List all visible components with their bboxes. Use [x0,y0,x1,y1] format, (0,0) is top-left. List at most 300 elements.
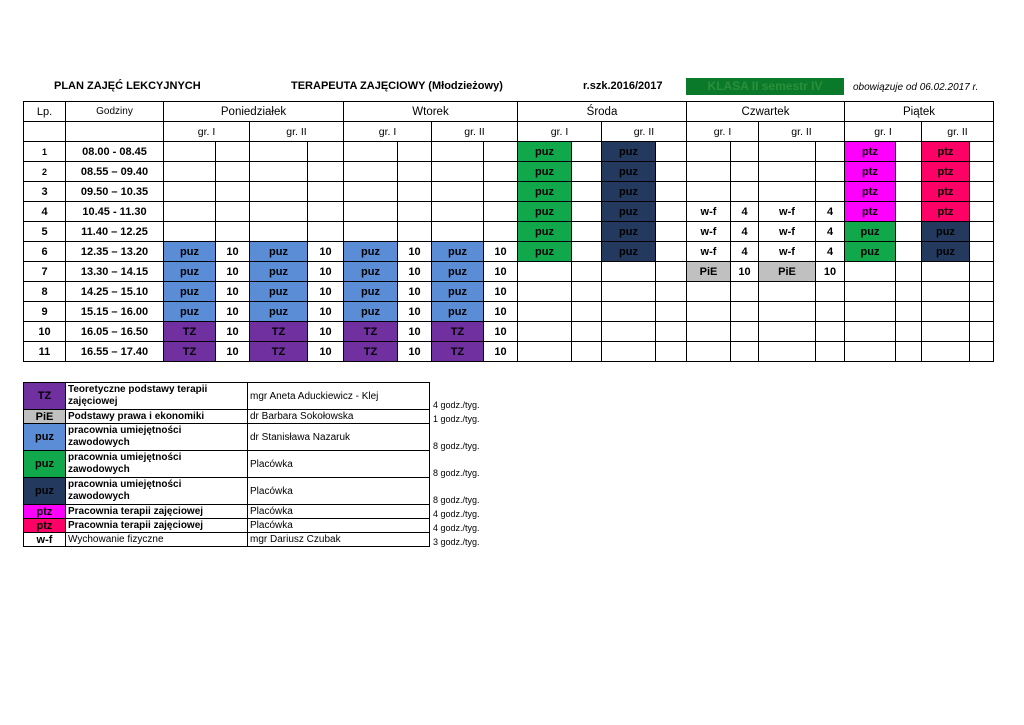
hours-count-cell [398,162,432,182]
hours-count-cell: 10 [484,342,518,362]
lesson-number: 9 [24,302,66,322]
hours-count-cell: 4 [731,222,759,242]
subject-cell [845,322,896,342]
hours-count-cell: 10 [216,282,250,302]
subject-cell: puz [518,162,572,182]
subject-cell [845,282,896,302]
subject-cell: TZ [164,342,216,362]
subject-cell [602,282,656,302]
subject-cell [602,262,656,282]
hours-count-cell: 4 [816,222,845,242]
hours-count-cell: 10 [308,322,344,342]
subject-cell [922,322,970,342]
hours-count-cell [216,182,250,202]
subject-cell: w-f [759,222,816,242]
legend-row [24,505,500,519]
hours-count-cell: 10 [484,282,518,302]
subject-cell [250,222,308,242]
legend-subject: Wychowanie fizyczne [66,533,248,547]
hours-count-cell [656,182,687,202]
hours-count-cell [308,162,344,182]
subject-cell [432,182,484,202]
lesson-time: 14.25 – 15.10 [66,282,164,302]
legend-hours: 1 godz./tyg. [433,413,480,424]
lesson-number: 3 [24,182,66,202]
subject-cell: TZ [344,322,398,342]
legend-subject: pracownia umiejętności zawodowych [66,478,248,505]
subject-cell: puz [164,302,216,322]
hours-count-cell [216,222,250,242]
legend-subject: pracownia umiejętności zawodowych [66,424,248,451]
schedule-row [24,322,994,342]
subject-cell [164,202,216,222]
legend-row [24,533,500,547]
hours-count-cell [308,222,344,242]
group-header: gr. II [602,122,687,142]
subject-cell: TZ [250,342,308,362]
subject-cell: puz [518,142,572,162]
hours-count-cell [398,222,432,242]
lesson-number: 1 [24,142,66,162]
hours-count-cell: 10 [308,282,344,302]
subject-cell: puz [518,202,572,222]
hours-count-cell [656,342,687,362]
schedule-table [23,101,994,362]
schedule-row [24,162,994,182]
hours-count-cell [816,342,845,362]
subject-cell: puz [344,242,398,262]
subject-cell: TZ [164,322,216,342]
legend-teacher: Placówka [248,505,430,519]
subject-cell: puz [250,302,308,322]
group-header: gr. II [432,122,518,142]
hours-count-cell [572,162,602,182]
day-header: Czwartek [687,102,845,122]
subject-cell [432,202,484,222]
lesson-number: 4 [24,202,66,222]
hours-count-cell [572,262,602,282]
hours-count-cell: 10 [484,242,518,262]
subject-cell: puz [602,222,656,242]
hours-count-cell [731,322,759,342]
subject-cell: puz [845,222,896,242]
hours-count-cell [896,202,922,222]
subject-cell [759,342,816,362]
legend-hours: 4 godz./tyg. [433,399,480,410]
subject-cell: ptz [922,202,970,222]
subject-cell: PiE [759,262,816,282]
lesson-number: 8 [24,282,66,302]
subject-cell [518,282,572,302]
legend-code: puz [24,478,66,505]
lesson-time: 16.05 – 16.50 [66,322,164,342]
hours-count-cell [970,322,994,342]
subject-cell: TZ [432,322,484,342]
schedule-row [24,262,994,282]
lesson-number: 7 [24,262,66,282]
subject-cell [164,182,216,202]
hours-count-cell [896,162,922,182]
hours-count-cell: 10 [484,262,518,282]
subject-cell [518,262,572,282]
hours-count-cell [216,142,250,162]
legend-code: w-f [24,533,66,547]
hours-count-cell [572,142,602,162]
hours-count-cell [656,202,687,222]
subject-cell: ptz [845,202,896,222]
subject-cell [164,222,216,242]
hours-count-cell [572,342,602,362]
lesson-time: 16.55 – 17.40 [66,342,164,362]
subject-cell [687,342,731,362]
legend-teacher: dr Stanisława Nazaruk [248,424,430,451]
legend-teacher: Placówka [248,451,430,478]
legend-hours: 4 godz./tyg. [433,508,480,519]
hours-header: Godziny [66,102,164,122]
subject-cell: puz [164,242,216,262]
subject-cell [687,302,731,322]
hours-count-cell [656,222,687,242]
subject-cell: ptz [845,162,896,182]
legend-subject: Podstawy prawa i ekonomiki [66,410,248,424]
subject-cell [687,182,731,202]
hours-count-cell [816,182,845,202]
subject-cell: ptz [845,142,896,162]
hours-count-cell [816,282,845,302]
schedule-row [24,182,994,202]
legend-teacher: dr Barbara Sokołowska [248,410,430,424]
subject-cell [845,302,896,322]
subject-cell [922,282,970,302]
hours-count-cell [308,182,344,202]
subject-cell: w-f [687,222,731,242]
lesson-time: 11.40 – 12.25 [66,222,164,242]
hours-count-cell [484,222,518,242]
hours-count-cell [896,302,922,322]
hours-count-cell [308,202,344,222]
subject-cell [250,142,308,162]
subject-cell [602,342,656,362]
subject-cell: puz [344,302,398,322]
schedule-row [24,282,994,302]
hours-count-cell [656,322,687,342]
hours-count-cell [572,222,602,242]
legend-code: PiE [24,410,66,424]
group-header: gr. I [164,122,250,142]
legend-row [24,451,500,478]
legend-row [24,478,500,505]
legend-subject: Teoretyczne podstawy terapii zajęciowej [66,383,248,410]
legend-hours: 8 godz./tyg. [433,440,480,451]
subject-cell: puz [432,262,484,282]
day-header: Środa [518,102,687,122]
hours-count-cell: 10 [216,242,250,262]
subject-cell: ptz [922,162,970,182]
hours-count-cell [656,282,687,302]
lesson-time: 15.15 – 16.00 [66,302,164,322]
hours-count-cell: 10 [398,262,432,282]
subject-cell: ptz [845,182,896,202]
day-header: Poniedziałek [164,102,344,122]
hours-count-cell: 10 [216,302,250,322]
subject-cell [687,162,731,182]
hours-count-cell [896,222,922,242]
group-header: gr. I [518,122,602,142]
hours-count-cell: 10 [398,282,432,302]
hours-count-cell: 10 [816,262,845,282]
hours-count-cell: 10 [398,342,432,362]
subject-cell [164,162,216,182]
subject-cell: puz [250,262,308,282]
subject-cell [250,182,308,202]
lesson-time: 08.55 – 09.40 [66,162,164,182]
hours-count-cell: 4 [816,242,845,262]
day-header: Wtorek [344,102,518,122]
hours-count-cell: 10 [484,302,518,322]
legend-row [24,424,500,451]
subject-cell: puz [602,162,656,182]
program-name: TERAPEUTA ZAJĘCIOWY (Młodzieżowy) [291,80,503,92]
subject-cell [922,342,970,362]
hours-count-cell [572,202,602,222]
hours-count-cell [896,142,922,162]
hours-count-cell [656,302,687,322]
hours-count-cell: 4 [816,202,845,222]
subject-cell: puz [602,242,656,262]
hours-count-cell [731,282,759,302]
subject-cell [687,142,731,162]
hours-count-cell [484,202,518,222]
subject-cell [922,302,970,322]
hours-count-cell: 10 [484,322,518,342]
subject-cell: puz [518,222,572,242]
lesson-number: 10 [24,322,66,342]
subject-cell [602,322,656,342]
lesson-time: 13.30 – 14.15 [66,262,164,282]
legend-row [24,410,500,424]
subject-cell: puz [432,302,484,322]
subject-cell: PiE [687,262,731,282]
hours-count-cell: 10 [308,342,344,362]
group-header: gr. II [922,122,994,142]
lesson-number: 2 [24,162,66,182]
lesson-time: 10.45 - 11.30 [66,202,164,222]
hours-count-cell [731,342,759,362]
legend-code: ptz [24,505,66,519]
legend-subject: Pracownia terapii zajęciowej [66,519,248,533]
hours-count-cell: 10 [308,262,344,282]
group-header: gr. II [759,122,845,142]
hours-count-cell [656,262,687,282]
lesson-time: 12.35 – 13.20 [66,242,164,262]
hours-count-cell [896,262,922,282]
subject-cell: puz [164,262,216,282]
hours-count-cell [896,342,922,362]
lesson-number: 5 [24,222,66,242]
subject-cell: puz [602,142,656,162]
subject-cell [250,162,308,182]
subject-cell: puz [344,262,398,282]
subject-cell [759,182,816,202]
hours-count-cell [731,182,759,202]
subject-cell [432,162,484,182]
hours-count-cell [572,322,602,342]
day-header: Piątek [845,102,994,122]
hours-count-cell: 10 [216,262,250,282]
hours-count-cell [216,162,250,182]
subject-cell: puz [922,222,970,242]
schedule-row [24,342,994,362]
group-header: gr. I [687,122,759,142]
subject-cell [687,322,731,342]
hours-count-cell [970,202,994,222]
hours-count-cell [731,162,759,182]
hours-count-cell [484,142,518,162]
valid-from-note: obowiązuje od 06.02.2017 r. [853,82,979,93]
hours-count-cell: 10 [308,302,344,322]
subject-cell: TZ [344,342,398,362]
hours-count-cell [656,242,687,262]
legend-hours: 4 godz./tyg. [433,522,480,533]
hours-count-cell [398,142,432,162]
subject-cell [164,142,216,162]
hours-count-cell: 10 [216,342,250,362]
subject-cell [922,262,970,282]
hours-count-cell [656,162,687,182]
subject-cell [845,262,896,282]
lesson-number: 6 [24,242,66,262]
subject-cell: puz [518,182,572,202]
subject-cell [759,302,816,322]
subject-cell [759,162,816,182]
hours-count-cell [970,302,994,322]
group-header: gr. I [344,122,432,142]
hours-count-cell: 10 [398,322,432,342]
hours-count-cell [970,342,994,362]
group-header: gr. II [250,122,344,142]
subject-cell: puz [432,282,484,302]
lp-header: Lp. [24,102,66,122]
lesson-time: 09.50 – 10.35 [66,182,164,202]
subject-cell [759,142,816,162]
subject-cell [344,182,398,202]
lesson-number: 11 [24,342,66,362]
legend-subject: pracownia umiejętności zawodowych [66,451,248,478]
subject-cell [344,162,398,182]
hours-count-cell [970,282,994,302]
legend-row [24,519,500,533]
subject-cell: puz [518,242,572,262]
legend-code: ptz [24,519,66,533]
subject-cell [845,342,896,362]
legend-table [23,382,500,547]
subject-cell [344,142,398,162]
subject-cell: puz [922,242,970,262]
subject-cell: TZ [250,322,308,342]
hours-count-cell [896,242,922,262]
hours-count-cell [572,282,602,302]
hours-count-cell [970,142,994,162]
hours-count-cell [970,262,994,282]
hours-count-cell [484,162,518,182]
schedule-row [24,302,994,322]
legend-hours: 3 godz./tyg. [433,536,480,547]
hours-count-cell: 10 [216,322,250,342]
hours-count-cell: 4 [731,202,759,222]
hours-count-cell: 10 [398,302,432,322]
subject-cell [518,342,572,362]
subject-cell [344,202,398,222]
schedule-row [24,142,994,162]
legend-teacher: mgr Aneta Aduckiewicz - Klej [248,383,430,410]
hours-count-cell [970,222,994,242]
subject-cell: w-f [687,202,731,222]
lesson-time: 08.00 - 08.45 [66,142,164,162]
hours-count-cell [572,182,602,202]
subject-cell [432,142,484,162]
schedule-row [24,222,994,242]
legend-code: puz [24,451,66,478]
legend-teacher: Placówka [248,519,430,533]
legend-hours: 8 godz./tyg. [433,494,480,505]
hours-count-cell [731,302,759,322]
subject-cell: ptz [922,182,970,202]
hours-count-cell [216,202,250,222]
hours-count-cell [896,282,922,302]
schedule-row [24,202,994,222]
subject-cell: w-f [759,242,816,262]
legend-teacher: mgr Dariusz Czubak [248,533,430,547]
empty-cell [24,122,66,142]
hours-count-cell [816,142,845,162]
hours-count-cell [572,302,602,322]
subject-cell: puz [250,282,308,302]
hours-count-cell [970,242,994,262]
school-year: r.szk.2016/2017 [583,80,663,92]
legend-code: TZ [24,383,66,410]
legend-row [24,383,500,410]
legend-code: puz [24,424,66,451]
subject-cell [687,282,731,302]
hours-count-cell: 10 [308,242,344,262]
subject-cell [602,302,656,322]
subject-cell: puz [845,242,896,262]
hours-count-cell [398,182,432,202]
subject-cell [518,302,572,322]
subject-cell [759,282,816,302]
group-header: gr. I [845,122,922,142]
subject-cell: puz [344,282,398,302]
hours-count-cell [970,182,994,202]
hours-count-cell [970,162,994,182]
subject-cell: puz [602,182,656,202]
subject-cell: ptz [922,142,970,162]
hours-count-cell [572,242,602,262]
schedule-row [24,242,994,262]
hours-count-cell: 10 [731,262,759,282]
days-header-row [24,102,994,122]
hours-count-cell [816,302,845,322]
subject-cell: w-f [687,242,731,262]
legend-subject: Pracownia terapii zajęciowej [66,505,248,519]
hours-count-cell [656,142,687,162]
subject-cell: puz [164,282,216,302]
subject-cell [344,222,398,242]
subject-cell [518,322,572,342]
subject-cell: w-f [759,202,816,222]
legend-hours: 8 godz./tyg. [433,467,480,478]
hours-count-cell [308,142,344,162]
